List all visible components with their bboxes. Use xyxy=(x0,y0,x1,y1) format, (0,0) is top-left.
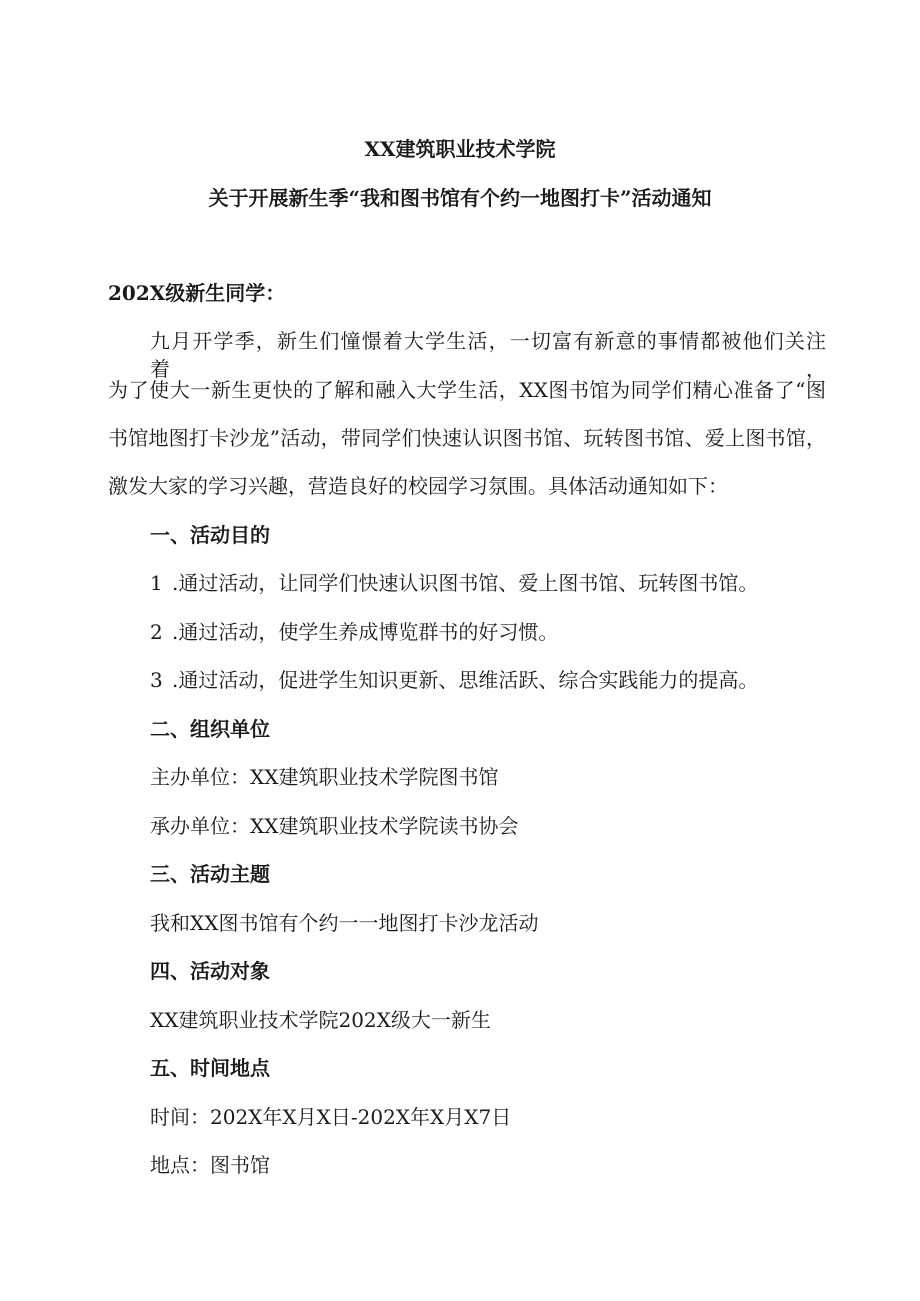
organizer-unit: 承办单位：XX建筑职业技术学院读书协会 xyxy=(150,814,519,838)
activity-time: 时间：202X年X月X日-202X年X月X7日 xyxy=(150,1105,512,1129)
section-2-heading: 二、组织单位 xyxy=(150,717,270,741)
section-5-heading: 五、时间地点 xyxy=(150,1056,270,1080)
section-3-heading: 三、活动主题 xyxy=(150,862,270,886)
purpose-item-1 xyxy=(150,569,758,597)
purpose-item-1-text: .通过活动，让同学们快速认识图书馆、爱上图书馆、玩转图书馆。 xyxy=(172,571,759,595)
intro-line-3: 书馆地图打卡沙龙”活动，带同学们快速认识图书馆、玩转图书馆、爱上图书馆， xyxy=(108,426,826,450)
purpose-item-2-number: 2 xyxy=(150,620,163,644)
purpose-item-1-number: 1 xyxy=(150,571,163,595)
purpose-item-3-number: 3 xyxy=(150,668,163,692)
intro-line-1: 九月开学季，新生们憧憬着大学生活，一切富有新意的事情都被他们关注着， xyxy=(150,329,826,381)
activity-audience: XX建筑职业技术学院202X级大一新生 xyxy=(150,1008,491,1032)
salutation: 202X级新生同学： xyxy=(108,281,286,305)
purpose-item-3-text: .通过活动，促进学生知识更新、思维活跃、综合实践能力的提高。 xyxy=(172,668,759,692)
document-title-line2: 关于开展新生季“我和图书馆有个约一地图打卡”活动通知 xyxy=(208,186,712,210)
activity-theme: 我和XX图书馆有个约一一地图打卡沙龙活动 xyxy=(150,911,539,935)
intro-line-4: 激发大家的学习兴趣，营造良好的校园学习氛围。具体活动通知如下： xyxy=(108,474,728,498)
purpose-item-2-text: .通过活动，使学生养成博览群书的好习惯。 xyxy=(172,620,559,644)
purpose-item-2 xyxy=(150,618,558,646)
section-4-heading: 四、活动对象 xyxy=(150,959,270,983)
activity-place: 地点：图书馆 xyxy=(150,1153,270,1177)
document-title-line1: XX建筑职业技术学院 xyxy=(364,137,556,161)
section-1-heading: 一、活动目的 xyxy=(150,523,270,547)
host-unit: 主办单位：XX建筑职业技术学院图书馆 xyxy=(150,765,499,789)
intro-line-2: 为了使大一新生更快的了解和融入大学生活，XX图书馆为同学们精心准备了“图 xyxy=(108,378,826,402)
purpose-item-3 xyxy=(150,666,758,694)
